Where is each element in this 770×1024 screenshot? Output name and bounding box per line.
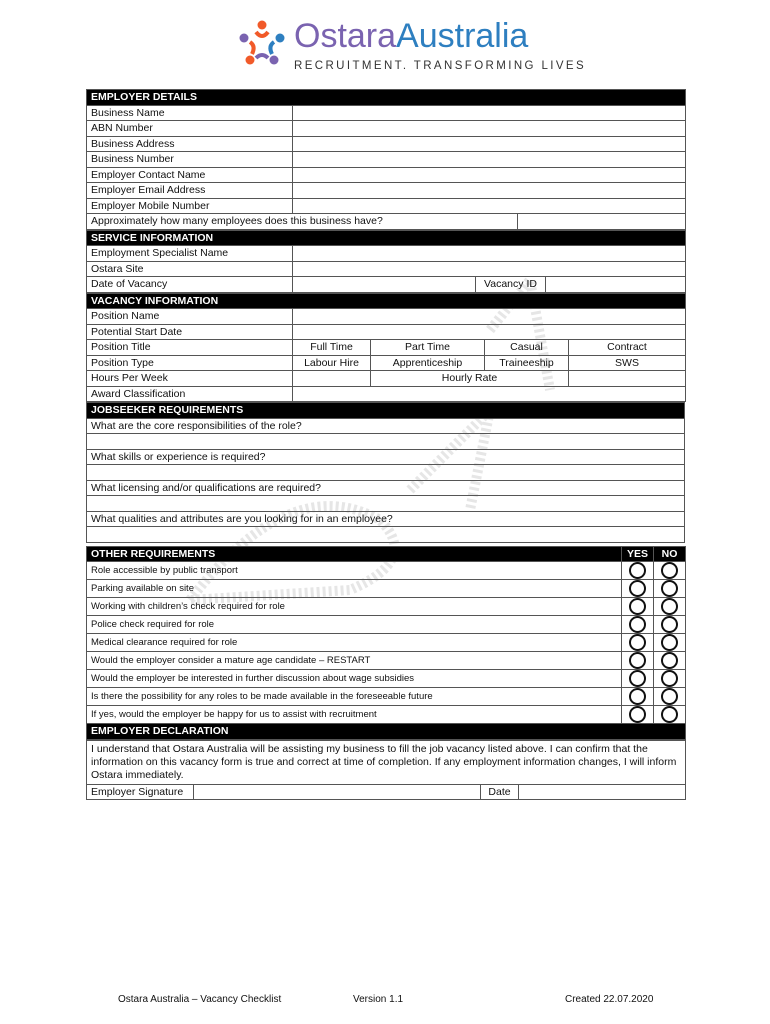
hourly-rate-label: Hourly Rate	[371, 371, 569, 387]
vacancy-id-field[interactable]	[546, 277, 686, 293]
no-cell	[654, 670, 686, 688]
yes-cell	[622, 598, 654, 616]
footer-title: Ostara Australia – Vacancy Checklist	[118, 994, 282, 1005]
ostara-logo	[236, 16, 587, 74]
yes-cell	[622, 688, 654, 706]
yes-heading: YES	[622, 546, 654, 562]
no-radio[interactable]	[661, 688, 678, 705]
vacancy-info-heading: VACANCY INFORMATION	[87, 293, 686, 309]
email-label: Employer Email Address	[87, 183, 293, 199]
no-radio[interactable]	[661, 706, 678, 723]
no-heading: NO	[654, 546, 686, 562]
people-circle-icon	[236, 18, 288, 70]
vacancy-info-table	[86, 293, 686, 403]
no-radio[interactable]	[661, 634, 678, 651]
award-field[interactable]	[293, 386, 686, 402]
requirement-row	[87, 562, 686, 580]
declaration-heading: EMPLOYER DECLARATION	[87, 724, 686, 740]
site-label: Ostara Site	[87, 261, 293, 277]
declaration-text: I understand that Ostara Australia will be assisting my business to fill the job vacancy listed above. I can confirm that the information on this vacancy form is true and correct at time of completion. If any employment information changes, I will inform Ostara immediately.	[87, 740, 686, 784]
start-date-label: Potential Start Date	[87, 324, 293, 340]
requirement-row	[87, 634, 686, 652]
employer-details-heading: EMPLOYER DETAILS	[87, 90, 686, 106]
start-date-field[interactable]	[293, 324, 686, 340]
contact-name-field[interactable]	[293, 167, 686, 183]
labour-hire-option[interactable]: Labour Hire	[293, 355, 371, 371]
contract-option[interactable]: Contract	[569, 340, 686, 356]
yes-radio[interactable]	[629, 616, 646, 633]
mobile-field[interactable]	[293, 198, 686, 214]
requirement-label: Working with children’s check required for role	[87, 598, 622, 616]
yes-radio[interactable]	[629, 670, 646, 687]
yes-cell	[622, 562, 654, 580]
no-cell	[654, 652, 686, 670]
business-name-label: Business Name	[87, 105, 293, 121]
no-cell	[654, 688, 686, 706]
qualities-field[interactable]	[87, 527, 685, 543]
brand-tagline: RECRUITMENT. TRANSFORMING LIVES	[294, 60, 587, 72]
requirement-label: Medical clearance required for role	[87, 634, 622, 652]
date-label: Date	[481, 784, 519, 800]
hours-field[interactable]	[293, 371, 371, 387]
yes-radio[interactable]	[629, 688, 646, 705]
requirement-label: Police check required for role	[87, 616, 622, 634]
no-cell	[654, 616, 686, 634]
qualities-question: What qualities and attributes are you looking for in an employee?	[87, 511, 685, 527]
casual-option[interactable]: Casual	[485, 340, 569, 356]
requirement-label: Would the employer consider a mature age candidate – RESTART	[87, 652, 622, 670]
licensing-field[interactable]	[87, 496, 685, 512]
responsibilities-question: What are the core responsibilities of the role?	[87, 418, 685, 434]
yes-cell	[622, 580, 654, 598]
yes-radio[interactable]	[629, 580, 646, 597]
part-time-option[interactable]: Part Time	[371, 340, 485, 356]
no-radio[interactable]	[661, 562, 678, 579]
requirement-label: Role accessible by public transport	[87, 562, 622, 580]
yes-radio[interactable]	[629, 652, 646, 669]
yes-cell	[622, 634, 654, 652]
yes-cell	[622, 670, 654, 688]
mobile-label: Employer Mobile Number	[87, 198, 293, 214]
position-name-field[interactable]	[293, 309, 686, 325]
business-address-label: Business Address	[87, 136, 293, 152]
employer-details-table	[86, 89, 686, 230]
position-name-label: Position Name	[87, 309, 293, 325]
traineeship-option[interactable]: Traineeship	[485, 355, 569, 371]
declaration-table	[86, 740, 686, 801]
requirement-row	[87, 706, 686, 724]
yes-radio[interactable]	[629, 598, 646, 615]
other-requirements-heading: OTHER REQUIREMENTS	[87, 546, 622, 562]
employees-question: Approximately how many employees does this business have?	[87, 214, 518, 230]
email-field[interactable]	[293, 183, 686, 199]
requirement-row	[87, 580, 686, 598]
requirement-label: Parking available on site	[87, 580, 622, 598]
no-radio[interactable]	[661, 652, 678, 669]
no-radio[interactable]	[661, 616, 678, 633]
position-title-label: Position Title	[87, 340, 293, 356]
requirement-row	[87, 652, 686, 670]
yes-cell	[622, 616, 654, 634]
footer-version: Version 1.1	[353, 994, 404, 1005]
requirement-row	[87, 616, 686, 634]
requirement-label: Is there the possibility for any roles to be made available in the foreseeable future	[87, 688, 622, 706]
no-cell	[654, 634, 686, 652]
no-radio[interactable]	[661, 598, 678, 615]
yes-cell	[622, 706, 654, 724]
sws-option[interactable]: SWS	[569, 355, 686, 371]
yes-radio[interactable]	[629, 562, 646, 579]
brand-name: OstaraAustralia	[294, 17, 529, 55]
business-number-label: Business Number	[87, 152, 293, 168]
service-info-heading: SERVICE INFORMATION	[87, 230, 686, 246]
yes-radio[interactable]	[629, 706, 646, 723]
vacancy-id-label: Vacancy ID	[476, 277, 546, 293]
no-cell	[654, 706, 686, 724]
signature-label: Employer Signature	[87, 784, 194, 800]
other-requirements-table	[86, 546, 686, 740]
hours-label: Hours Per Week	[87, 371, 293, 387]
no-cell	[654, 562, 686, 580]
business-address-field[interactable]	[293, 136, 686, 152]
date-field[interactable]	[519, 784, 686, 800]
date-of-vacancy-field[interactable]	[293, 277, 476, 293]
requirement-label: If yes, would the employer be happy for us to assist with recruitment	[87, 706, 622, 724]
position-type-label: Position Type	[87, 355, 293, 371]
contact-name-label: Employer Contact Name	[87, 167, 293, 183]
specialist-label: Employment Specialist Name	[87, 246, 293, 262]
skills-question: What skills or experience is required?	[87, 449, 685, 465]
jobseeker-heading: JOBSEEKER REQUIREMENTS	[87, 403, 685, 419]
hourly-rate-field[interactable]	[569, 371, 686, 387]
employees-field[interactable]	[518, 214, 686, 230]
full-time-option[interactable]: Full Time	[293, 340, 371, 356]
no-radio[interactable]	[661, 580, 678, 597]
specialist-field[interactable]	[293, 246, 686, 262]
no-cell	[654, 598, 686, 616]
yes-radio[interactable]	[629, 634, 646, 651]
requirement-row	[87, 688, 686, 706]
business-name-field[interactable]	[293, 105, 686, 121]
abn-label: ABN Number	[87, 121, 293, 137]
licensing-question: What licensing and/or qualifications are required?	[87, 480, 685, 496]
signature-field[interactable]	[194, 784, 481, 800]
date-of-vacancy-label: Date of Vacancy	[87, 277, 293, 293]
vacancy-form	[86, 89, 685, 800]
business-number-field[interactable]	[293, 152, 686, 168]
footer-created: Created 22.07.2020	[565, 994, 654, 1005]
no-cell	[654, 580, 686, 598]
award-label: Award Classification	[87, 386, 293, 402]
service-info-table	[86, 230, 686, 293]
requirement-label: Would the employer be interested in further discussion about wage subsidies	[87, 670, 622, 688]
yes-cell	[622, 652, 654, 670]
requirement-row	[87, 598, 686, 616]
jobseeker-table	[86, 402, 685, 543]
skills-field[interactable]	[87, 465, 685, 481]
no-radio[interactable]	[661, 670, 678, 687]
site-field[interactable]	[293, 261, 686, 277]
abn-field[interactable]	[293, 121, 686, 137]
responsibilities-field[interactable]	[87, 434, 685, 450]
requirement-row	[87, 670, 686, 688]
apprenticeship-option[interactable]: Apprenticeship	[371, 355, 485, 371]
